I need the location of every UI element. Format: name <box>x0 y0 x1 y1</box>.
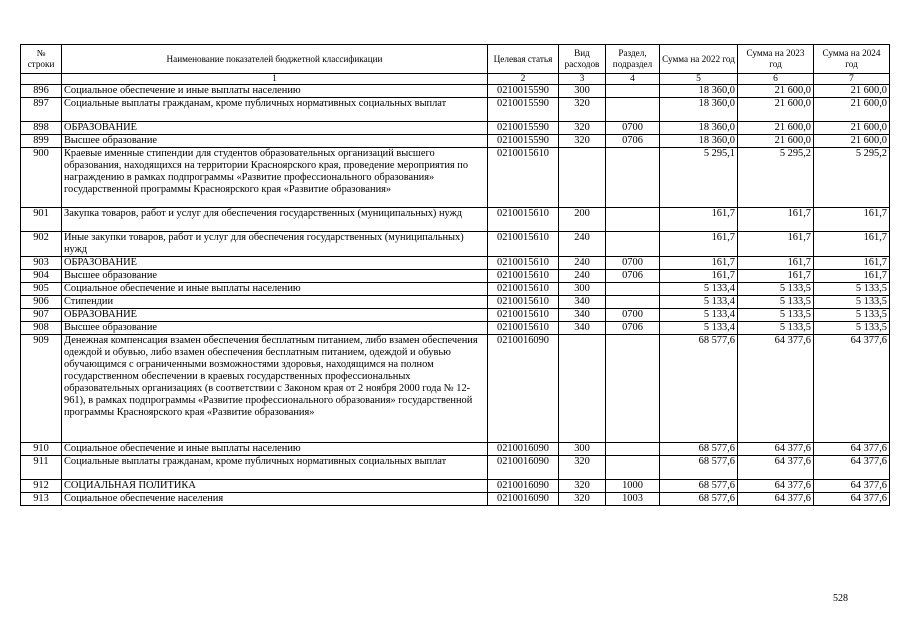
sum-2024: 21 600,0 <box>814 98 890 122</box>
target-article: 0210015610 <box>488 270 559 283</box>
row-name: Социальное обеспечение населения <box>62 493 488 506</box>
sum-2024: 5 133,5 <box>814 296 890 309</box>
expense-type: 320 <box>559 456 606 480</box>
row-name: Социальное обеспечение и иные выплаты населению <box>62 443 488 456</box>
sum-2022: 5 133,4 <box>660 309 738 322</box>
sum-2023: 21 600,0 <box>738 85 814 98</box>
section-code <box>606 85 660 98</box>
expense-type: 200 <box>559 208 606 232</box>
section-code <box>606 148 660 208</box>
row-number: 908 <box>21 322 62 335</box>
sum-2022: 5 295,1 <box>660 148 738 208</box>
expense-type: 320 <box>559 480 606 493</box>
row-name: СОЦИАЛЬНАЯ ПОЛИТИКА <box>62 480 488 493</box>
target-article: 0210015610 <box>488 257 559 270</box>
target-article: 0210015610 <box>488 208 559 232</box>
sum-2022: 5 133,4 <box>660 283 738 296</box>
section-code: 0700 <box>606 309 660 322</box>
target-article: 0210015610 <box>488 322 559 335</box>
row-name: Социальное обеспечение и иные выплаты населению <box>62 283 488 296</box>
row-name: Высшее образование <box>62 270 488 283</box>
sum-2024: 64 377,6 <box>814 443 890 456</box>
section-code <box>606 335 660 443</box>
row-number: 897 <box>21 98 62 122</box>
row-number: 913 <box>21 493 62 506</box>
budget-table <box>20 44 890 506</box>
target-article: 0210015590 <box>488 135 559 148</box>
expense-type: 320 <box>559 135 606 148</box>
sum-2022: 68 577,6 <box>660 456 738 480</box>
target-article: 0210016090 <box>488 335 559 443</box>
sum-2022: 161,7 <box>660 208 738 232</box>
sum-2022: 18 360,0 <box>660 135 738 148</box>
column-number-row <box>21 74 890 85</box>
sum-2023: 5 133,5 <box>738 296 814 309</box>
target-article: 0210016090 <box>488 456 559 480</box>
section-code <box>606 283 660 296</box>
section-code <box>606 296 660 309</box>
sum-2024: 21 600,0 <box>814 135 890 148</box>
expense-type: 320 <box>559 122 606 135</box>
row-number: 901 <box>21 208 62 232</box>
expense-type: 340 <box>559 309 606 322</box>
column-number: 4 <box>606 74 660 85</box>
page-number: 528 <box>833 593 848 604</box>
target-article: 0210015610 <box>488 296 559 309</box>
expense-type: 240 <box>559 232 606 257</box>
table-row <box>21 122 890 135</box>
table-row <box>21 208 890 232</box>
row-name: ОБРАЗОВАНИЕ <box>62 257 488 270</box>
section-code <box>606 456 660 480</box>
target-article: 0210016090 <box>488 493 559 506</box>
sum-2022: 68 577,6 <box>660 443 738 456</box>
sum-2023: 161,7 <box>738 270 814 283</box>
table-row <box>21 309 890 322</box>
sum-2024: 5 133,5 <box>814 309 890 322</box>
section-code: 0706 <box>606 322 660 335</box>
row-name: Стипендии <box>62 296 488 309</box>
table-row <box>21 493 890 506</box>
header-sum-2023: Сумма на 2023 год <box>738 45 814 74</box>
sum-2024: 161,7 <box>814 257 890 270</box>
row-number: 902 <box>21 232 62 257</box>
row-number: 896 <box>21 85 62 98</box>
column-number: 3 <box>559 74 606 85</box>
sum-2024: 64 377,6 <box>814 335 890 443</box>
table-row <box>21 456 890 480</box>
table-row <box>21 283 890 296</box>
table-row <box>21 270 890 283</box>
sum-2024: 64 377,6 <box>814 480 890 493</box>
column-number <box>21 74 62 85</box>
header-target: Целевая статья <box>488 45 559 74</box>
sum-2024: 5 133,5 <box>814 322 890 335</box>
sum-2024: 5 133,5 <box>814 283 890 296</box>
row-name: Социальные выплаты гражданам, кроме публичных нормативных социальных выплат <box>62 98 488 122</box>
sum-2023: 64 377,6 <box>738 335 814 443</box>
target-article: 0210016090 <box>488 443 559 456</box>
expense-type <box>559 148 606 208</box>
sum-2022: 68 577,6 <box>660 335 738 443</box>
section-code: 0706 <box>606 135 660 148</box>
column-number: 1 <box>62 74 488 85</box>
sum-2023: 21 600,0 <box>738 122 814 135</box>
header-sum-2022: Сумма на 2022 год <box>660 45 738 74</box>
sum-2023: 21 600,0 <box>738 98 814 122</box>
row-name: Иные закупки товаров, работ и услуг для обеспечения государственных (муниципальных) нужд <box>62 232 488 257</box>
sum-2023: 64 377,6 <box>738 493 814 506</box>
target-article: 0210015610 <box>488 148 559 208</box>
section-code: 0700 <box>606 122 660 135</box>
column-number: 2 <box>488 74 559 85</box>
table-row <box>21 85 890 98</box>
column-number: 5 <box>660 74 738 85</box>
expense-type: 340 <box>559 296 606 309</box>
table-row <box>21 135 890 148</box>
expense-type <box>559 335 606 443</box>
target-article: 0210015610 <box>488 232 559 257</box>
row-number: 899 <box>21 135 62 148</box>
row-number: 900 <box>21 148 62 208</box>
row-name: Социальные выплаты гражданам, кроме публичных нормативных социальных выплат <box>62 456 488 480</box>
sum-2023: 21 600,0 <box>738 135 814 148</box>
table-row <box>21 232 890 257</box>
header-row <box>21 45 890 74</box>
sum-2024: 64 377,6 <box>814 493 890 506</box>
table-row <box>21 443 890 456</box>
column-number: 6 <box>738 74 814 85</box>
row-name: Денежная компенсация взамен обеспечения бесплатным питанием, либо взамен обеспечения одеждой и обувью, либо взамен обеспечения бесплатным питанием, одеждой и обувью обучающимся с ограниченными возможностями здоровья, находящимся на полном государственном обеспечении в краевых государственных профессиональных образовательных организациях (в соответствии с Законом края от 2 ноября 2000 года № 12-961), в рамках подпрограммы «Развитие профессионального образования» государственной программы Красноярского края «Развитие образования» <box>62 335 488 443</box>
target-article: 0210015610 <box>488 283 559 296</box>
sum-2022: 5 133,4 <box>660 296 738 309</box>
row-number: 904 <box>21 270 62 283</box>
sum-2023: 5 133,5 <box>738 322 814 335</box>
section-code: 0700 <box>606 257 660 270</box>
sum-2022: 5 133,4 <box>660 322 738 335</box>
expense-type: 240 <box>559 270 606 283</box>
row-number: 905 <box>21 283 62 296</box>
sum-2022: 68 577,6 <box>660 480 738 493</box>
row-name: Высшее образование <box>62 135 488 148</box>
section-code: 0706 <box>606 270 660 283</box>
table-row <box>21 296 890 309</box>
header-section: Раздел, подраздел <box>606 45 660 74</box>
expense-type: 300 <box>559 283 606 296</box>
section-code <box>606 443 660 456</box>
sum-2023: 64 377,6 <box>738 480 814 493</box>
section-code <box>606 208 660 232</box>
row-number: 910 <box>21 443 62 456</box>
sum-2023: 161,7 <box>738 257 814 270</box>
section-code: 1000 <box>606 480 660 493</box>
expense-type: 300 <box>559 85 606 98</box>
table-row <box>21 148 890 208</box>
header-expense-type: Вид расходов <box>559 45 606 74</box>
row-number: 909 <box>21 335 62 443</box>
section-code: 1003 <box>606 493 660 506</box>
sum-2023: 5 133,5 <box>738 283 814 296</box>
header-name: Наименование показателей бюджетной классификации <box>62 45 488 74</box>
sum-2024: 5 295,2 <box>814 148 890 208</box>
target-article: 0210016090 <box>488 480 559 493</box>
table-row <box>21 257 890 270</box>
expense-type: 340 <box>559 322 606 335</box>
sum-2022: 18 360,0 <box>660 98 738 122</box>
sum-2024: 21 600,0 <box>814 85 890 98</box>
expense-type: 240 <box>559 257 606 270</box>
row-number: 898 <box>21 122 62 135</box>
expense-type: 320 <box>559 493 606 506</box>
row-number: 911 <box>21 456 62 480</box>
target-article: 0210015590 <box>488 122 559 135</box>
sum-2024: 21 600,0 <box>814 122 890 135</box>
row-name: ОБРАЗОВАНИЕ <box>62 309 488 322</box>
target-article: 0210015590 <box>488 85 559 98</box>
sum-2023: 5 133,5 <box>738 309 814 322</box>
row-number: 907 <box>21 309 62 322</box>
sum-2024: 161,7 <box>814 232 890 257</box>
sum-2023: 161,7 <box>738 208 814 232</box>
header-sum-2024: Сумма на 2024 год <box>814 45 890 74</box>
row-name: Высшее образование <box>62 322 488 335</box>
row-name: Краевые именные стипендии для студентов образовательных организаций высшего образования, находящихся на территории Красноярского края, проведение мероприятия по награждению в рамках подпрограммы «Развитие профессионального образования» государственной программы Красноярского края «Развитие образования» <box>62 148 488 208</box>
row-number: 903 <box>21 257 62 270</box>
table-row <box>21 98 890 122</box>
row-number: 912 <box>21 480 62 493</box>
expense-type: 300 <box>559 443 606 456</box>
sum-2023: 161,7 <box>738 232 814 257</box>
sum-2023: 5 295,2 <box>738 148 814 208</box>
sum-2024: 161,7 <box>814 208 890 232</box>
sum-2022: 161,7 <box>660 257 738 270</box>
sum-2022: 18 360,0 <box>660 122 738 135</box>
target-article: 0210015590 <box>488 98 559 122</box>
sum-2023: 64 377,6 <box>738 456 814 480</box>
expense-type: 320 <box>559 98 606 122</box>
row-name: ОБРАЗОВАНИЕ <box>62 122 488 135</box>
target-article: 0210015610 <box>488 309 559 322</box>
sum-2022: 18 360,0 <box>660 85 738 98</box>
sum-2022: 161,7 <box>660 232 738 257</box>
table-row <box>21 480 890 493</box>
section-code <box>606 232 660 257</box>
row-name: Закупка товаров, работ и услуг для обеспечения государственных (муниципальных) нужд <box>62 208 488 232</box>
table-row <box>21 322 890 335</box>
row-number: 906 <box>21 296 62 309</box>
sum-2022: 161,7 <box>660 270 738 283</box>
row-name: Социальное обеспечение и иные выплаты населению <box>62 85 488 98</box>
section-code <box>606 98 660 122</box>
sum-2024: 161,7 <box>814 270 890 283</box>
sum-2023: 64 377,6 <box>738 443 814 456</box>
sum-2022: 68 577,6 <box>660 493 738 506</box>
column-number: 7 <box>814 74 890 85</box>
table-row <box>21 335 890 443</box>
header-no: № строки <box>21 45 62 74</box>
sum-2024: 64 377,6 <box>814 456 890 480</box>
